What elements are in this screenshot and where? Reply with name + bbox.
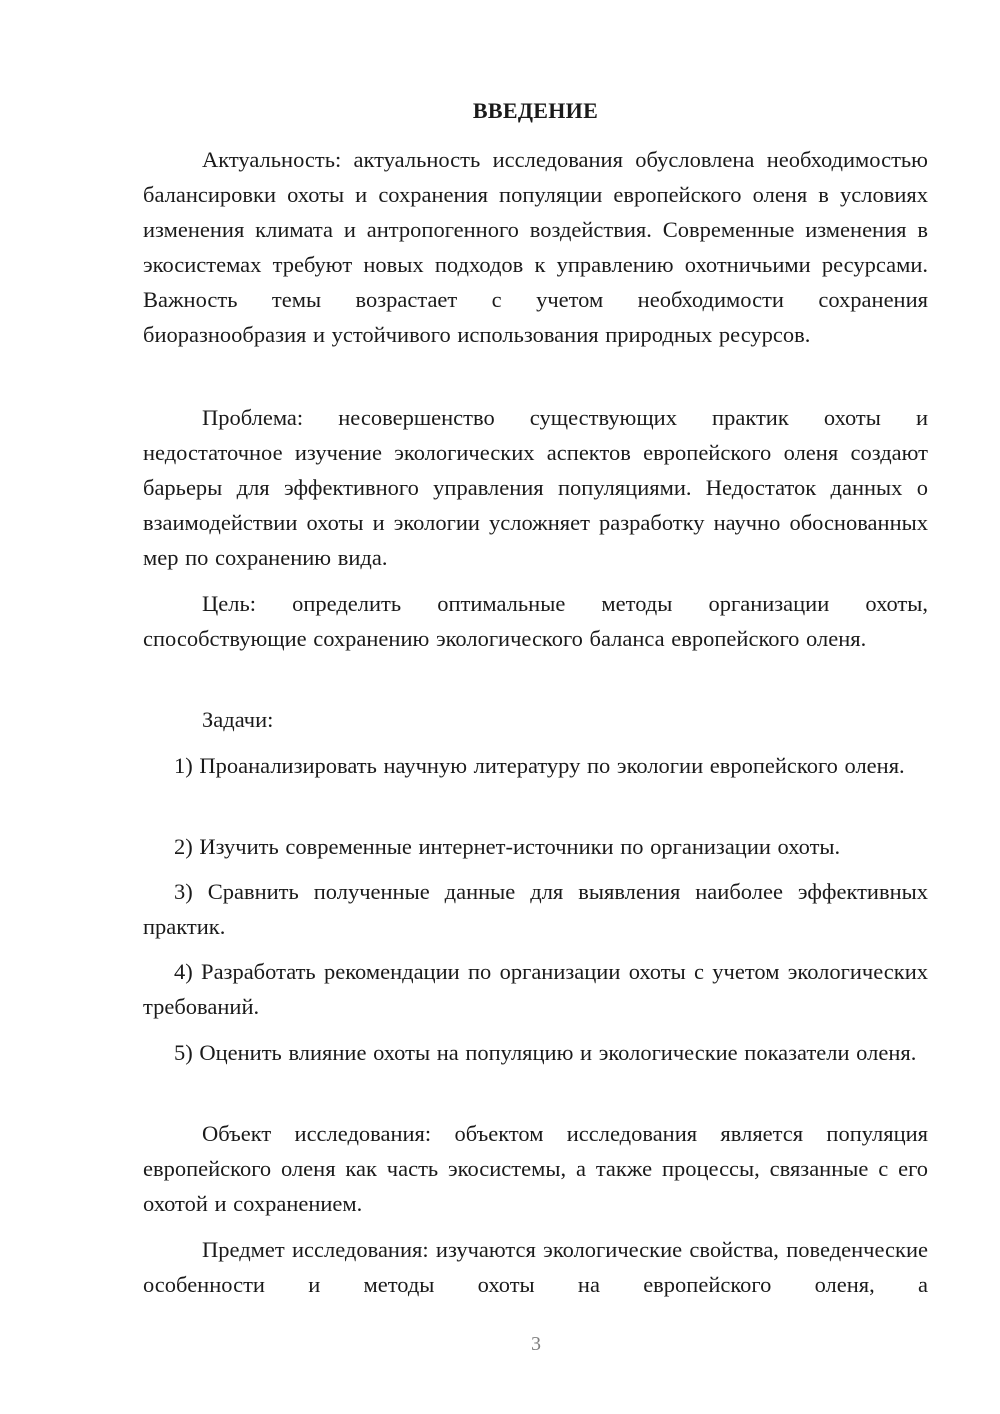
- task-item-4: 4) Разработать рекомендации по организации охоты с учетом экологических требований.: [143, 959, 928, 1019]
- task-item-5: 5) Оценить влияние охоты на популяцию и экологические показатели оленя.: [174, 1040, 917, 1065]
- paragraph-relevance: Актуальность: актуальность исследования обусловлена необходимостью балансировки охоты и сохранения популяции европейского оленя в условиях изменения климата и антропогенного воздействия. Современные изменения в экосистемах требуют новых подходов к управлению охотничьими ресурсами. Важность темы возрастает с учетом необходимости сохранения биоразнообразия и устойчивого использования природных ресурсов.: [143, 147, 928, 347]
- paragraph-object: Объект исследования: объектом исследования является популяция европейского оленя как часть экосистемы, а также процессы, связанные с его охотой и сохранением.: [143, 1121, 928, 1216]
- tasks-label: Задачи:: [202, 707, 274, 732]
- section-heading: ВВЕДЕНИЕ: [472, 98, 599, 123]
- paragraph-goal: Цель: определить оптимальные методы организации охоты, способствующие сохранению экологического баланса европейского оленя.: [143, 591, 928, 651]
- task-item-2: 2) Изучить современные интернет-источники по организации охоты.: [174, 834, 841, 859]
- paragraph-problem: Проблема: несовершенство существующих практик охоты и недостаточное изучение экологических аспектов европейского оленя создают барьеры для эффективного управления популяциями. Недостаток данных о взаимодействии охоты и экологии усложняет разработку научно обоснованных мер по сохранению вида.: [143, 405, 928, 570]
- page-number: 3: [531, 1333, 541, 1355]
- task-item-1: 1) Проанализировать научную литературу по экологии европейского оленя.: [174, 753, 905, 778]
- paragraph-subject: Предмет исследования: изучаются экологические свойства, поведенческие особенности и методы охоты на европейского оленя, а: [143, 1237, 928, 1297]
- task-item-3: 3) Сравнить полученные данные для выявления наиболее эффективных практик.: [143, 879, 928, 939]
